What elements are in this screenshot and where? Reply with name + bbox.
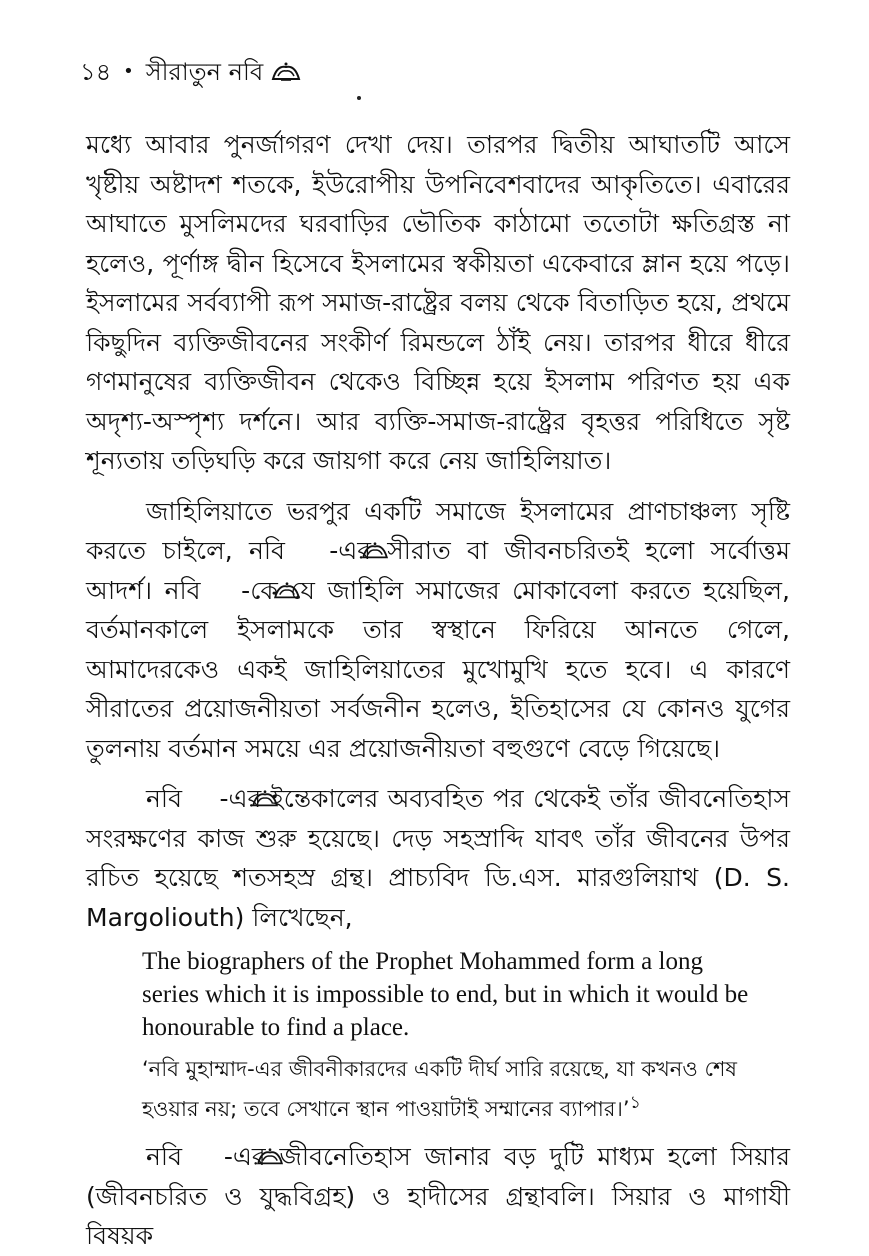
- running-header: [80, 52, 301, 92]
- paragraph-1: মধ্যে আবার পুনর্জাগরণ দেখা দেয়। তারপর দ্বিতীয় আঘাতটি আসে খৃষ্টীয় অষ্টাদশ শতকে, ইউরোপীয় উপনিবেশবাদের আকৃতিতে। এবারের আঘাতে মুসলিমদের ঘরবাড়ির ভৌতিক কাঠামো ততোটা ক্ষতিগ্রস্ত না হলেও, পূর্ণাঙ্গ দ্বীন হিসেবে ইসলামের স্বকীয়তা একেবারে ম্লান হয়ে পড়ে। ইসলামের সর্বব্যাপী রূপ সমাজ-রাষ্ট্রের বলয় থেকে বিতাড়িত হয়ে, প্রথমে কিছুদিন ব্যক্তিজীবনের সংকীর্ণ রিমন্ডলে ঠাঁই নেয়। তারপর ধীরে ধীরে গণমানুষের ব্যক্তিজীবন থেকেও বিচ্ছিন্ন হয়ে ইসলাম পরিণত হয় এক অদৃশ্য-অস্পৃশ্য দর্শনে। আর ব্যক্তি-সমাজ-রাষ্ট্রের বৃহত্তর পরিধিতে সৃষ্ট শূন্যতায় তড়িঘড়ি করে জায়গা করে নেয় জাহিলিয়াত।: [86, 130, 790, 475]
- paragraph-4-part-a: নবি: [146, 1142, 196, 1171]
- paragraph-3: [86, 779, 790, 937]
- running-title: সীরাতুন নবি: [145, 58, 264, 86]
- quote-english: The biographers of the Prophet Mohammed form a long series which it is impossible to end, but in which it would be honourable to find a place.: [142, 948, 749, 1041]
- salawat-icon: [196, 1139, 224, 1159]
- paragraph-4: [86, 1137, 790, 1256]
- quote-bangla: [142, 1052, 782, 1126]
- paragraph-3-part-b: -এর ইন্তেকালের অব্যবহিত পর থেকেই তাঁর জীবনেতিহাস সংরক্ষণের কাজ শুরু হয়েছে। দেড় সহস্রাব্দি যাবৎ তাঁর জীবনের উপর রচিত হয়েছে শতসহস্র গ্রন্থ। প্রাচ্যবিদ ডি.এস. মারগুলিয়াথ (D. S. Margoliouth) লিখেছেন,: [86, 784, 790, 932]
- paragraph-2: [86, 492, 790, 769]
- quote-bangla-text: ‘নবি মুহাম্মাদ-এর জীবনীকারদের একটি দীর্ঘ সারি রয়েছে, যা কখনও শেষ হওয়ার নয়; তবে সেখানে স্থান পাওয়াটাই সম্মানের ব্যাপার।’: [142, 1057, 738, 1121]
- paragraph-4-part-b: -এর জীবনেতিহাস জানার বড় দুটি মাধ্যম হলো সিয়ার (জীবনচরিত ও যুদ্ধবিগ্রহ) ও হাদীসের গ্রন্থাবলি। সিয়ার ও মাগাযী বিষয়ক: [86, 1142, 790, 1250]
- footnote-reference[interactable]: ১: [629, 1093, 641, 1113]
- paragraph-2-part-b: -এর সীরাত বা জীবনচরিতই হলো সর্বোত্তম আদর্শ। নবি: [86, 536, 791, 605]
- salawat-icon: [213, 573, 241, 593]
- paragraph-2-part-a: জাহিলিয়াতে ভরপুর একটি সমাজে ইসলামের প্রাণচাঞ্চল্য সৃষ্টি করতে চাইলে, নবি: [86, 496, 790, 565]
- salawat-icon: [191, 781, 219, 801]
- paragraph-2-part-c: -কে যে জাহিলি সমাজের মোকাবেলা করতে হয়েছিল, বর্তমানকালে ইসলামকে তার স্বস্থানে ফিরিয়ে আনতে গেলে, আমাদেরকেও একই জাহিলিয়াতের মুখোমুখি হতে হবে। এ কারণে সীরাতের প্রয়োজনীয়তা সর্বজনীন হলেও, ইতিহাসের যে কোনও যুগের তুলনায় বর্তমান সময়ে এর প্রয়োজনীয়তা বহুগুণে বেড়ে গিয়েছে।: [86, 575, 790, 763]
- paragraph-3-part-a: নবি: [146, 784, 192, 813]
- salawat-icon: [271, 61, 301, 83]
- header-separator: •: [123, 61, 134, 82]
- stray-dot: [357, 96, 361, 100]
- page-number: ১৪: [80, 58, 112, 86]
- main-text: [86, 125, 790, 1256]
- salawat-icon: [301, 533, 329, 553]
